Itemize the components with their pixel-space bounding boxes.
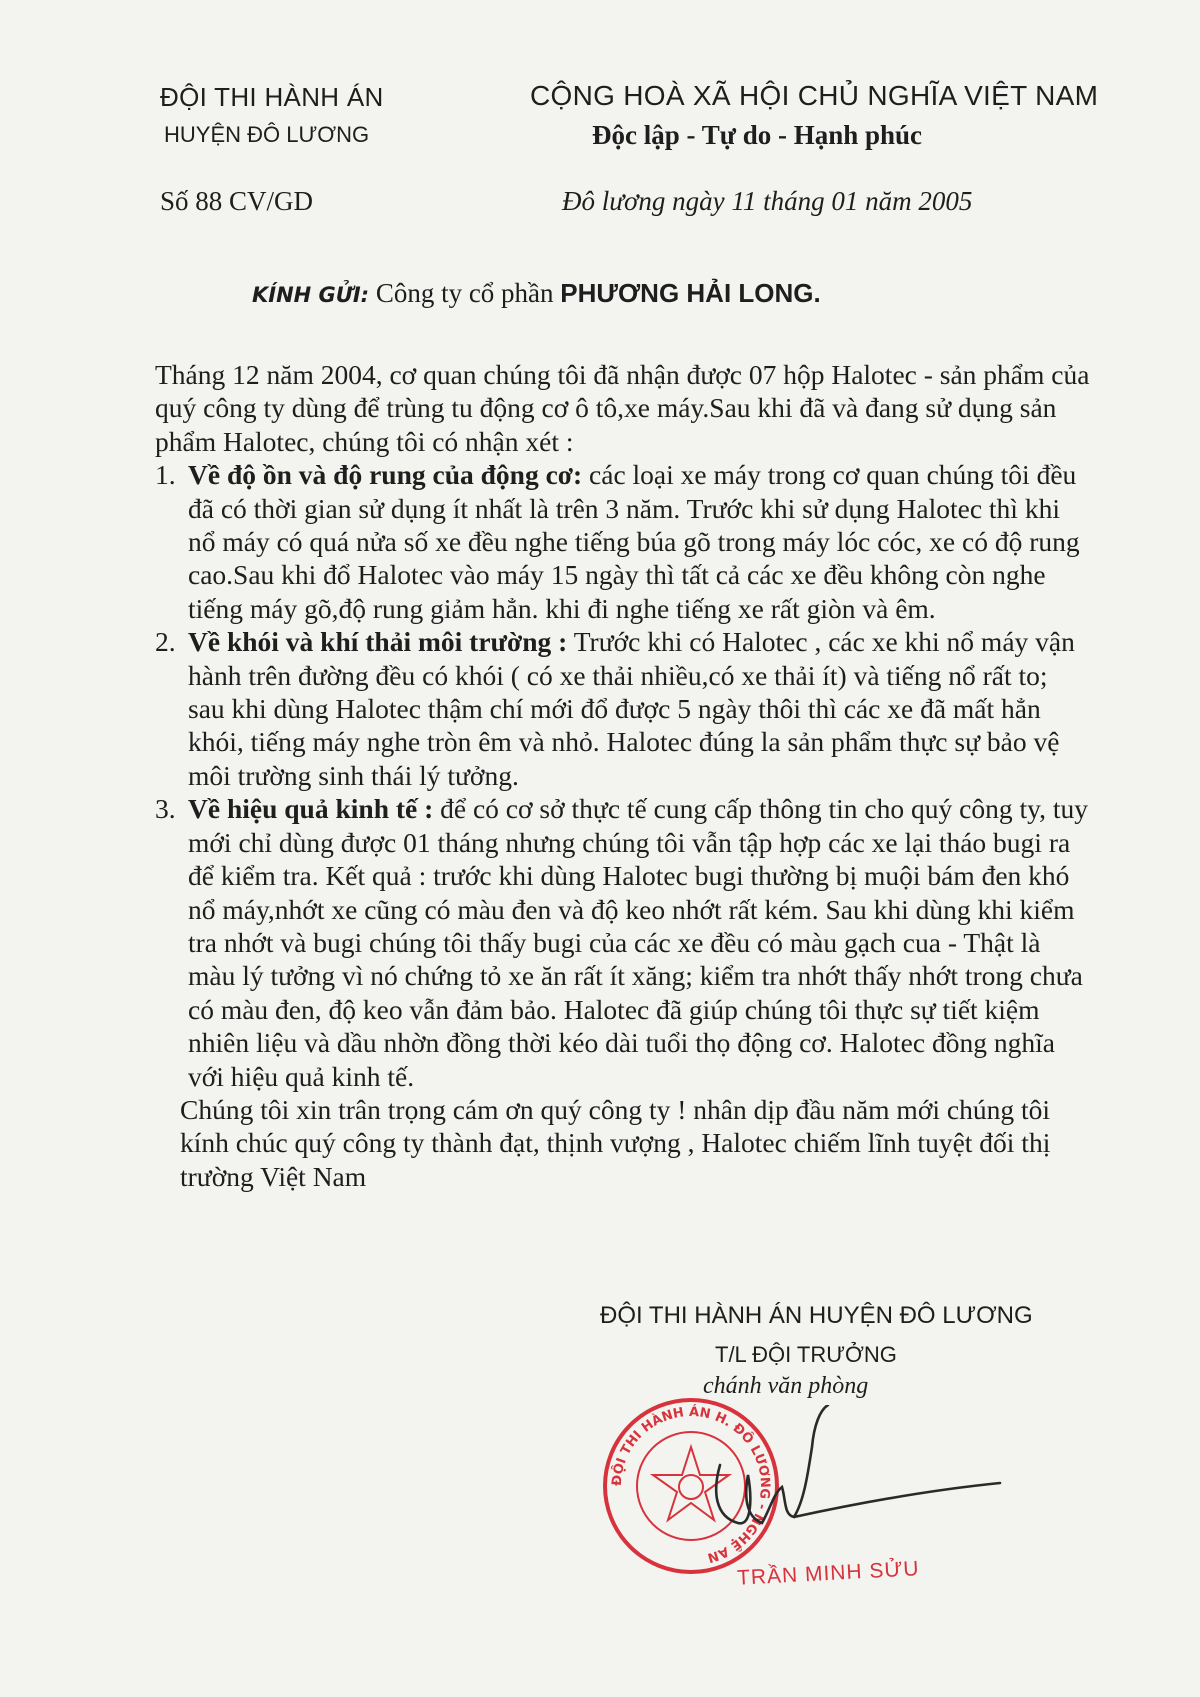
- item-number: 2.: [155, 626, 176, 658]
- letter-body: [155, 358, 1090, 1193]
- salutation-label: KÍNH GỬI:: [252, 283, 370, 307]
- item-heading: Về độ ồn và độ rung của động cơ:: [188, 459, 583, 491]
- seal-text: ĐỘI THI HÀNH ÁN H. ĐÔ LƯƠNG - NGHỆ AN: [609, 1404, 773, 1565]
- recipient-prefix: Công ty cổ phần: [375, 278, 554, 308]
- date-line: Đô lương ngày 11 tháng 01 năm 2005: [562, 186, 973, 216]
- agency-name: ĐỘI THI HÀNH ÁN: [160, 82, 384, 112]
- agency-district: HUYỆN ĐÔ LƯƠNG: [164, 122, 370, 147]
- signer-title: chánh văn phòng: [703, 1373, 869, 1399]
- item-text: các loại xe máy trong cơ quan chúng tôi đều đã có thời gian sử dụng ít nhất là trên 3 năm. Trước khi sử dụng Halotec thì khi nổ máy có quá nửa số xe đều nghe tiếng búa gõ trong máy lóc cóc, xe có độ rung cao.Sau khi đổ Halotec vào máy 15 ngày thì tất cả các xe đều không còn nghe tiếng máy gõ,độ rung giảm hẳn. khi đi nghe tiếng xe rất giòn và êm.: [188, 459, 1080, 624]
- list-item: [155, 625, 1090, 792]
- national-motto: Độc lập - Tự do - Hạnh phúc: [592, 120, 923, 150]
- signer-role: T/L ĐỘI TRƯỞNG: [715, 1342, 897, 1367]
- item-number: 3.: [155, 793, 176, 825]
- signature-stroke: [716, 1405, 1000, 1523]
- item-number: 1.: [155, 459, 176, 491]
- intro-paragraph: Tháng 12 năm 2004, cơ quan chúng tôi đã nhận được 07 hộp Halotec - sản phẩm của quý công ty dùng để trùng tu động cơ ô tô,xe máy.Sau khi đã và đang sử dụng sản phẩm Halotec, chúng tôi có nhận xét :: [155, 359, 1090, 457]
- item-text: để có cơ sở thực tế cung cấp thông tin cho quý công ty, tuy mới chỉ dùng được 01 tháng nhưng chúng tôi vẫn tập hợp các xe lại tháo bugi ra để kiểm tra. Kết quả : trước khi dùng Halotec bugi thường bị muội bám đen khó nổ máy,nhớt xe cũng có màu đen và độ keo nhớt rất kém. Sau khi dùng khi kiểm tra nhớt và bugi chúng tôi thấy bugi của các xe đều có màu gạch cua - Thật là màu lý tưởng vì nó chứng tỏ xe ăn rất ít xăng; kiểm tra nhớt thấy nhớt trong chưa có màu đen, độ keo vẫn đảm bảo. Halotec đã giúp chúng tôi thực sự tiết kiệm nhiên liệu và dầu nhờn đồng thời kéo dài tuổi thọ động cơ. Halotec đồng nghĩa với hiệu quả kinh tế.: [188, 793, 1088, 1092]
- item-text: Trước khi có Halotec , các xe khi nổ máy vận hành trên đường đều có khói ( có xe thải nhiều,có xe thải ít) và tiếng nổ rất to; sau khi dùng Halotec thậm chí mới đổ được 5 ngày thôi thì các xe đã mất hẳn khói, tiếng máy nghe tròn êm và nhỏ. Halotec đúng la sản phẩm thực sự bảo vệ môi trường sinh thái lý tưởng.: [188, 626, 1075, 791]
- document-number: Số 88 CV/GD: [160, 186, 314, 216]
- list-item: [155, 458, 1090, 625]
- signer-name-stamp: TRẦN MINH SỬU: [736, 1557, 921, 1590]
- national-title: CỘNG HOÀ XÃ HỘI CHỦ NGHĨA VIỆT NAM: [530, 80, 1099, 111]
- closing-paragraph: Chúng tôi xin trân trọng cám ơn quý công ty ! nhân dịp đầu năm mới chúng tôi kính chúc quý công ty thành đạt, thịnh vượng , Halotec chiếm lĩnh tuyệt đối thị trường Việt Nam: [180, 1093, 1051, 1192]
- recipient-name: PHƯƠNG HẢI LONG.: [560, 278, 821, 308]
- signer-organization: ĐỘI THI HÀNH ÁN HUYỆN ĐÔ LƯƠNG: [600, 1302, 1033, 1329]
- handwritten-signature: [690, 1405, 1010, 1555]
- item-heading: Về khói và khí thải môi trường :: [188, 626, 568, 658]
- salutation: [252, 278, 821, 309]
- list-item: [155, 792, 1090, 1093]
- item-heading: Về hiệu quả kinh tế :: [188, 793, 434, 825]
